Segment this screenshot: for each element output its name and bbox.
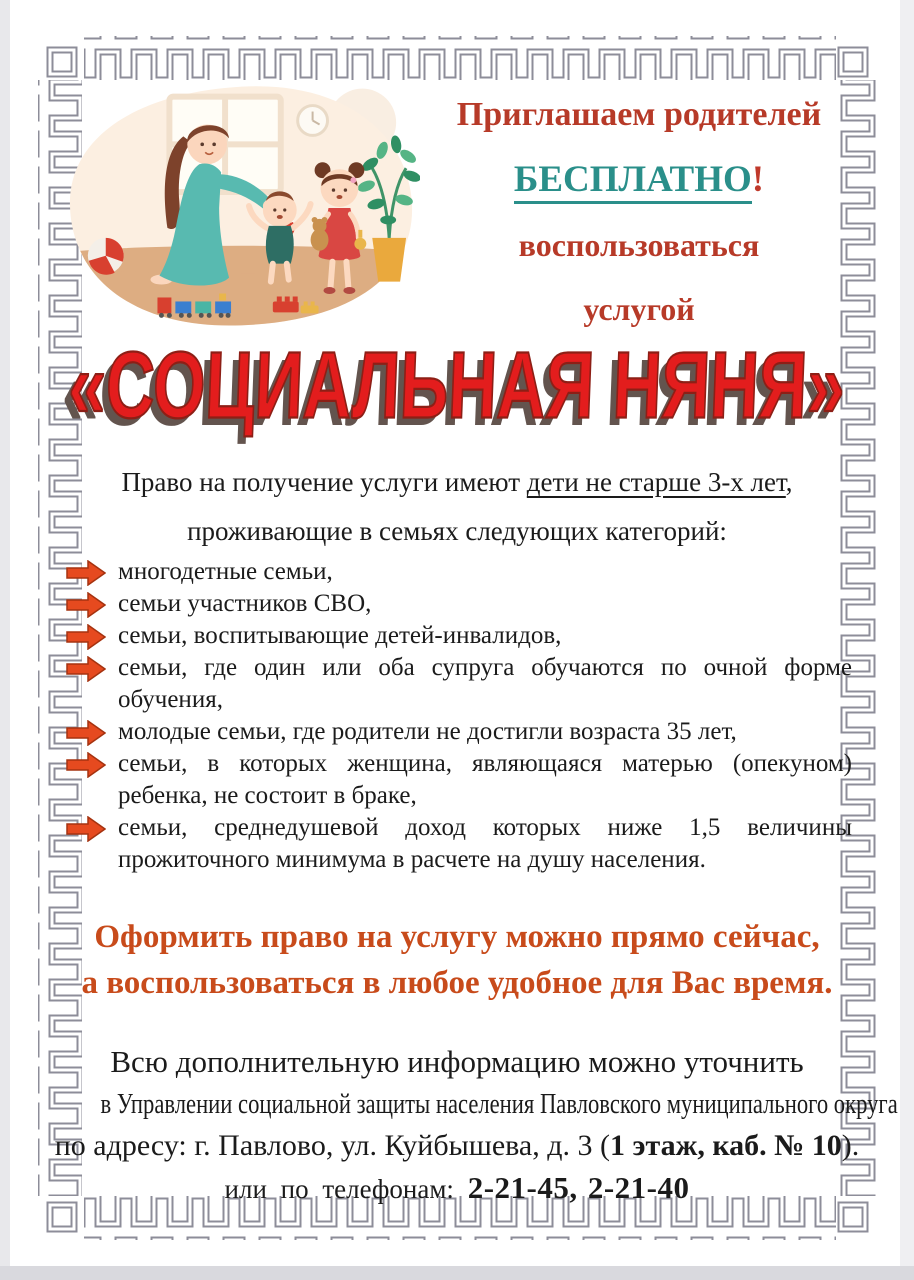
list-item-text: многодетные семьи, [118,558,333,585]
right-arrow-icon [66,752,106,778]
cta-line-2: а воспользоваться в любое удобное для Вас время. [81,965,833,1001]
contact-line-2: в Управлении социальной защиты населения Павловского муниципального округа [100,1088,898,1120]
invite-line-1: Приглашаем родителей [456,96,822,133]
invitation-header [428,96,850,327]
list-item [66,716,852,748]
list-item-text: семьи, в которых женщина, являющаяся матерью (опекуном) ребенка, не состоит в браке, [118,750,852,809]
right-arrow-icon [66,720,106,746]
list-item-text: семьи, среднедушевой доход которых ниже 1,5 величины прожиточного минимума в расчете на душу населения. [118,814,852,873]
right-arrow-icon [66,816,106,842]
contact-phones-line: или по телефонам: 2-21-45, 2-21-40 [224,1170,690,1205]
nanny-children-illustration [62,80,420,332]
list-item-text: семьи участников СВО, [118,590,372,617]
list-item [66,748,852,812]
intro-line-2: проживающие в семьях следующих категорий: [187,516,727,546]
list-item [66,620,852,652]
contact-block [0,1040,914,1209]
right-arrow-icon [66,624,106,650]
right-arrow-icon [66,592,106,618]
list-item [66,652,852,716]
contact-address: по адресу: г. Павлово, ул. Куйбышева, д. 3 (1 этаж, каб. № 10). [54,1129,860,1162]
list-item [66,812,852,876]
intro-line-1: Право на получение услуги имеют дети не старше 3-х лет, [121,467,793,497]
list-item-text: семьи, воспитывающие детей-инвалидов, [118,622,562,649]
right-arrow-icon [66,560,106,586]
invite-line-3: воспользоваться [518,227,760,263]
page-title [0,330,914,450]
free-exclaim: ! [751,159,765,200]
intro-underlined: дети не старше 3-х лет [526,467,786,497]
cta-line-1: Оформить право на услугу можно прямо сейчас, [94,919,820,955]
page-title-text: «СОЦИАЛЬНАЯ НЯНЯ» [66,333,848,439]
list-item [66,588,852,620]
list-item-text: молодые семьи, где родители не достигли возраста 35 лет, [118,718,737,745]
invite-line-free [428,158,850,201]
intro-paragraph [70,458,844,556]
right-arrow-icon [66,656,106,682]
eligibility-list [66,556,852,876]
phone-numbers: 2-21-45, 2-21-40 [467,1170,690,1205]
list-item-text: семьи, где один или оба супруга обучаются по очной форме обучения, [118,654,852,713]
list-item [66,556,852,588]
invite-line-4: услугой [583,291,695,327]
contact-line-1: Всю дополнительную информацию можно уточнить [110,1044,804,1079]
contact-room: 1 этаж, каб. № 10 [610,1129,842,1162]
cta-text [0,914,914,1006]
free-word: БЕСПЛАТНО [514,159,752,204]
